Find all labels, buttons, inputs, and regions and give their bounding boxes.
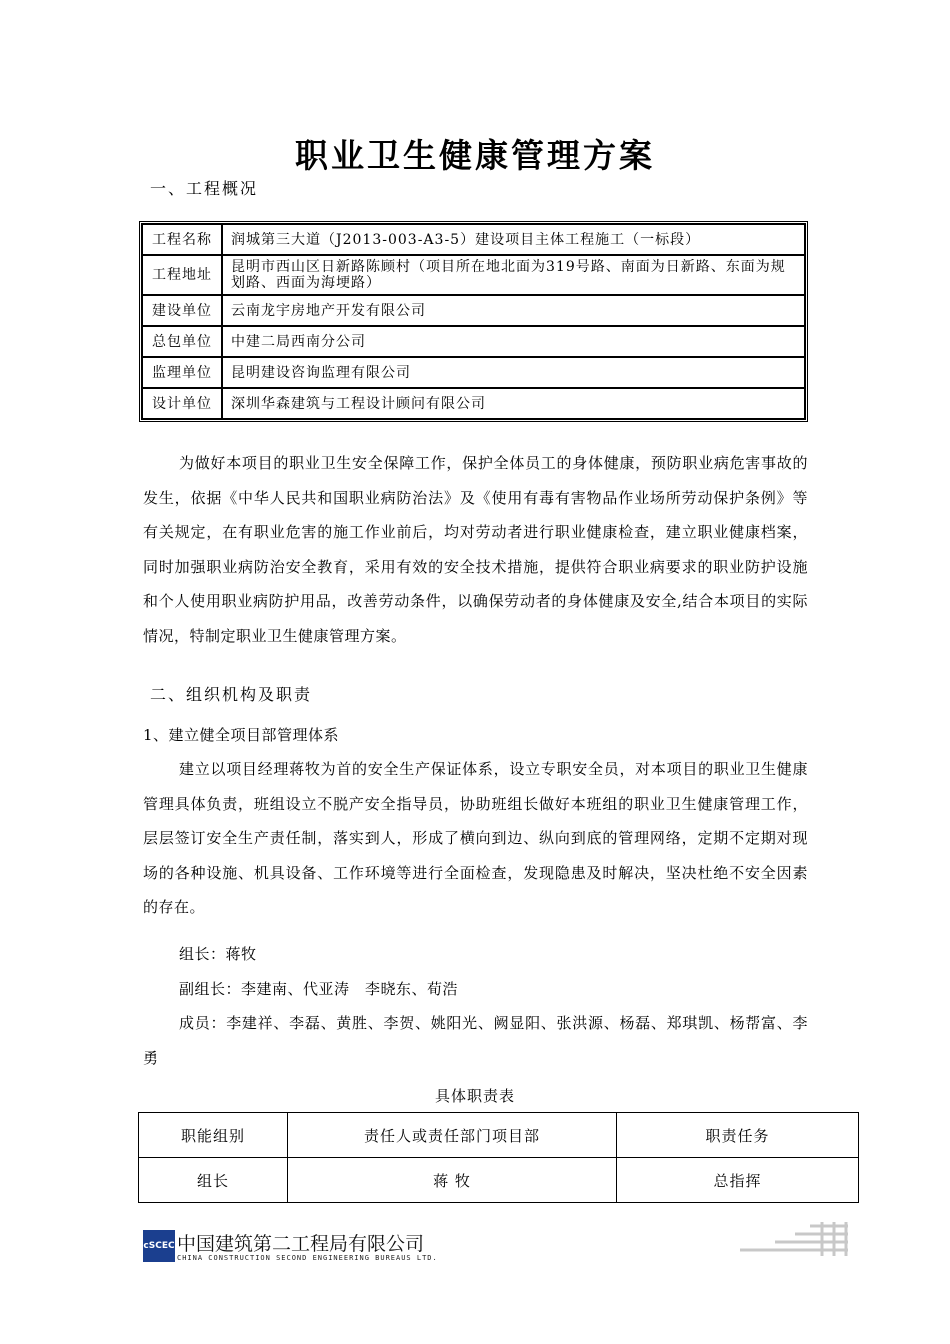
column-header: 职责任务	[617, 1113, 859, 1158]
info-value: 润城第三大道（J2013-003-A3-5）建设项目主体工程施工（一标段）	[222, 224, 805, 255]
table-row	[142, 224, 805, 255]
deputy-leaders: 副组长：李建南、代亚涛 李晓东、荀浩	[179, 980, 459, 998]
table-cell: 蒋 牧	[288, 1158, 617, 1203]
company-logo	[143, 1230, 175, 1262]
table-row	[142, 255, 805, 295]
company-name-cn: 中国建筑第二工程局有限公司	[177, 1233, 425, 1255]
table-row	[142, 295, 805, 326]
info-label: 设计单位	[142, 388, 222, 419]
table-cell: 组长	[139, 1158, 288, 1203]
info-value: 深圳华森建筑与工程设计顾问有限公司	[222, 388, 805, 419]
section-heading-organization: 二、组织机构及职责	[150, 685, 313, 704]
table-row	[142, 357, 805, 388]
column-header: 责任人或责任部门项目部	[288, 1113, 617, 1158]
group-leader: 组长：蒋牧	[179, 945, 257, 963]
info-label: 监理单位	[142, 357, 222, 388]
duty-table-caption: 具体职责表	[434, 1087, 515, 1105]
info-label: 总包单位	[142, 326, 222, 357]
table-row	[142, 388, 805, 419]
table-cell: 总指挥	[617, 1158, 859, 1203]
members-list: 成员：李建祥、李磊、黄胜、李贺、姚阳光、阙显阳、张洪源、杨磊、郑琪凯、杨帮富、李勇	[143, 1014, 808, 1067]
info-label: 工程名称	[142, 224, 222, 255]
info-label: 建设单位	[142, 295, 222, 326]
info-value: 云南龙宇房地产开发有限公司	[222, 295, 805, 326]
page-title: 职业卫生健康管理方案	[295, 136, 655, 175]
column-header: 职能组别	[139, 1113, 288, 1158]
info-label: 工程地址	[142, 255, 222, 295]
intro-paragraph: 为做好本项目的职业卫生安全保障工作，保护全体员工的身体健康，预防职业病危害事故的发生，依据《中华人民共和国职业病防治法》及《使用有毒有害物品作业场所劳动保护条例》等有关规定，在有职业危害的施工作业前后，均对劳动者进行职业健康检查，建立职业健康档案，同时加强职业病防治安全教育，采用有效的安全技术措施，提供符合职业病要求的职业防护设施和个人使用职业病防护用品，改善劳动条件，以确保劳动者的身体健康及安全,结合本项目的实际情况，特制定职业卫生健康管理方案。	[143, 454, 808, 645]
table-row	[142, 326, 805, 357]
info-value: 昆明建设咨询监理有限公司	[222, 357, 805, 388]
decorative-corner-graphic	[740, 1220, 850, 1260]
company-name-en: CHINA CONSTRUCTION SECOND ENGINEERING BUREAUS LTD.	[177, 1254, 438, 1262]
info-value: 昆明市西山区日新路陈顾村（项目所在地北面为319号路、南面为日新路、东面为规划路、西面为海埂路）	[222, 255, 805, 295]
duty-table	[138, 1112, 859, 1203]
section-heading-overview: 一、工程概况	[150, 179, 259, 198]
subsection-heading: 1、建立健全项目部管理体系	[143, 726, 340, 744]
table-header-row	[139, 1113, 859, 1158]
management-paragraph: 建立以项目经理蒋牧为首的安全生产保证体系，设立专职安全员，对本项目的职业卫生健康管理具体负责，班组设立不脱产安全指导员，协助班组长做好本班组的职业卫生健康管理工作，层层签订安全生产责任制，落实到人，形成了横向到边、纵向到底的管理网络，定期不定期对现场的各种设施、机具设备、工作环境等进行全面检查，发现隐患及时解决，坚决杜绝不安全因素的存在。	[143, 760, 808, 916]
table-row	[139, 1158, 859, 1203]
cscec-logo-icon: cSCEC	[143, 1230, 175, 1262]
info-value: 中建二局西南分公司	[222, 326, 805, 357]
project-info-table	[139, 221, 808, 422]
